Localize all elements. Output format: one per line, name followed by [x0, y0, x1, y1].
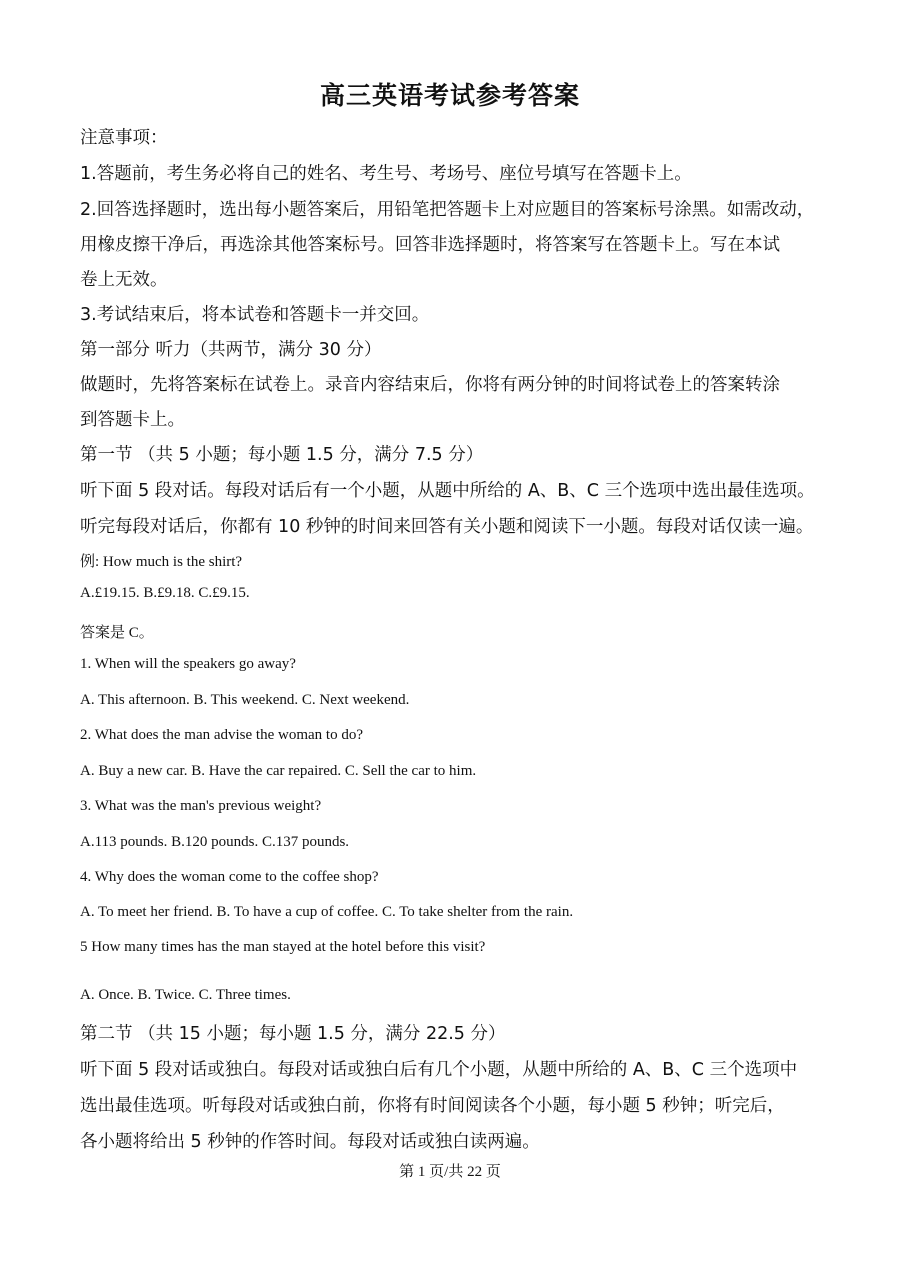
- section1-instruction-line-1: 听下面 5 段对话。每段对话后有一个小题，从题中所给的 A、B、C 三个选项中选出最佳选项。: [80, 481, 815, 501]
- question-4-options: A. To meet her friend. B. To have a cup of coffee. C. To take shelter from the rain.: [80, 904, 574, 920]
- notice-item-2-line-1: 2.回答选择题时，选出每小题答案后，用铅笔把答题卡上对应题目的答案标号涂黑。如需改动，: [80, 200, 815, 220]
- section2-instruction-line-1: 听下面 5 段对话或独白。每段对话或独白后有几个小题，从题中所给的 A、B、C 三个选项中: [80, 1060, 798, 1080]
- part1-instruction-line-2: 到答题卡上。: [80, 410, 185, 430]
- question-2: 2. What does the man advise the woman to do?: [80, 727, 363, 743]
- question-1: 1. When will the speakers go away?: [80, 656, 296, 672]
- notice-item-3: 3.考试结束后，将本试卷和答题卡一并交回。: [80, 305, 430, 325]
- question-2-options: A. Buy a new car. B. Have the car repaired. C. Sell the car to him.: [80, 763, 477, 779]
- section2-instruction-line-2: 选出最佳选项。听每段对话或独白前，你将有时间阅读各个小题，每小题 5 秒钟；听完后，: [80, 1096, 785, 1116]
- question-5-options: A. Once. B. Twice. C. Three times.: [80, 987, 291, 1003]
- section1-instruction-line-2: 听完每段对话后，你都有 10 秒钟的时间来回答有关小题和阅读下一小题。每段对话仅读一遍。: [80, 517, 814, 537]
- question-1-options: A. This afternoon. B. This weekend. C. Next weekend.: [80, 692, 410, 708]
- question-4: 4. Why does the woman come to the coffee shop?: [80, 869, 379, 885]
- section2-heading: 第二节 （共 15 小题；每小题 1.5 分，满分 22.5 分）: [80, 1024, 506, 1044]
- section1-heading: 第一节 （共 5 小题；每小题 1.5 分，满分 7.5 分）: [80, 445, 484, 465]
- part1-instruction-line-1: 做题时，先将答案标在试卷上。录音内容结束后，你将有两分钟的时间将试卷上的答案转涂: [80, 375, 780, 395]
- notice-item-2-line-2: 用橡皮擦干净后，再选涂其他答案标号。回答非选择题时，将答案写在答题卡上。写在本试: [80, 235, 780, 255]
- section2-instruction-line-3: 各小题将给出 5 秒钟的作答时间。每段对话或独白读两遍。: [80, 1132, 540, 1152]
- question-3: 3. What was the man's previous weight?: [80, 798, 322, 814]
- page-number: 第 1 页/共 22 页: [399, 1164, 501, 1180]
- notice-item-2-line-3: 卷上无效。: [80, 270, 168, 290]
- notice-item-1: 1.答题前，考生务必将自己的姓名、考生号、考场号、座位号填写在答题卡上。: [80, 164, 692, 184]
- example-question: 例: How much is the shirt?: [80, 554, 243, 570]
- question-5: 5 How many times has the man stayed at the hotel before this visit?: [80, 939, 486, 955]
- example-answer: 答案是 C。: [80, 625, 154, 641]
- example-options: A.£19.15. B.£9.18. C.£9.15.: [80, 585, 250, 601]
- notice-heading: 注意事项：: [80, 128, 168, 148]
- question-3-options: A.113 pounds. B.120 pounds. C.137 pounds.: [80, 834, 350, 850]
- page-title: 高三英语考试参考答案: [319, 81, 580, 110]
- part1-heading: 第一部分 听力（共两节，满分 30 分）: [80, 340, 382, 360]
